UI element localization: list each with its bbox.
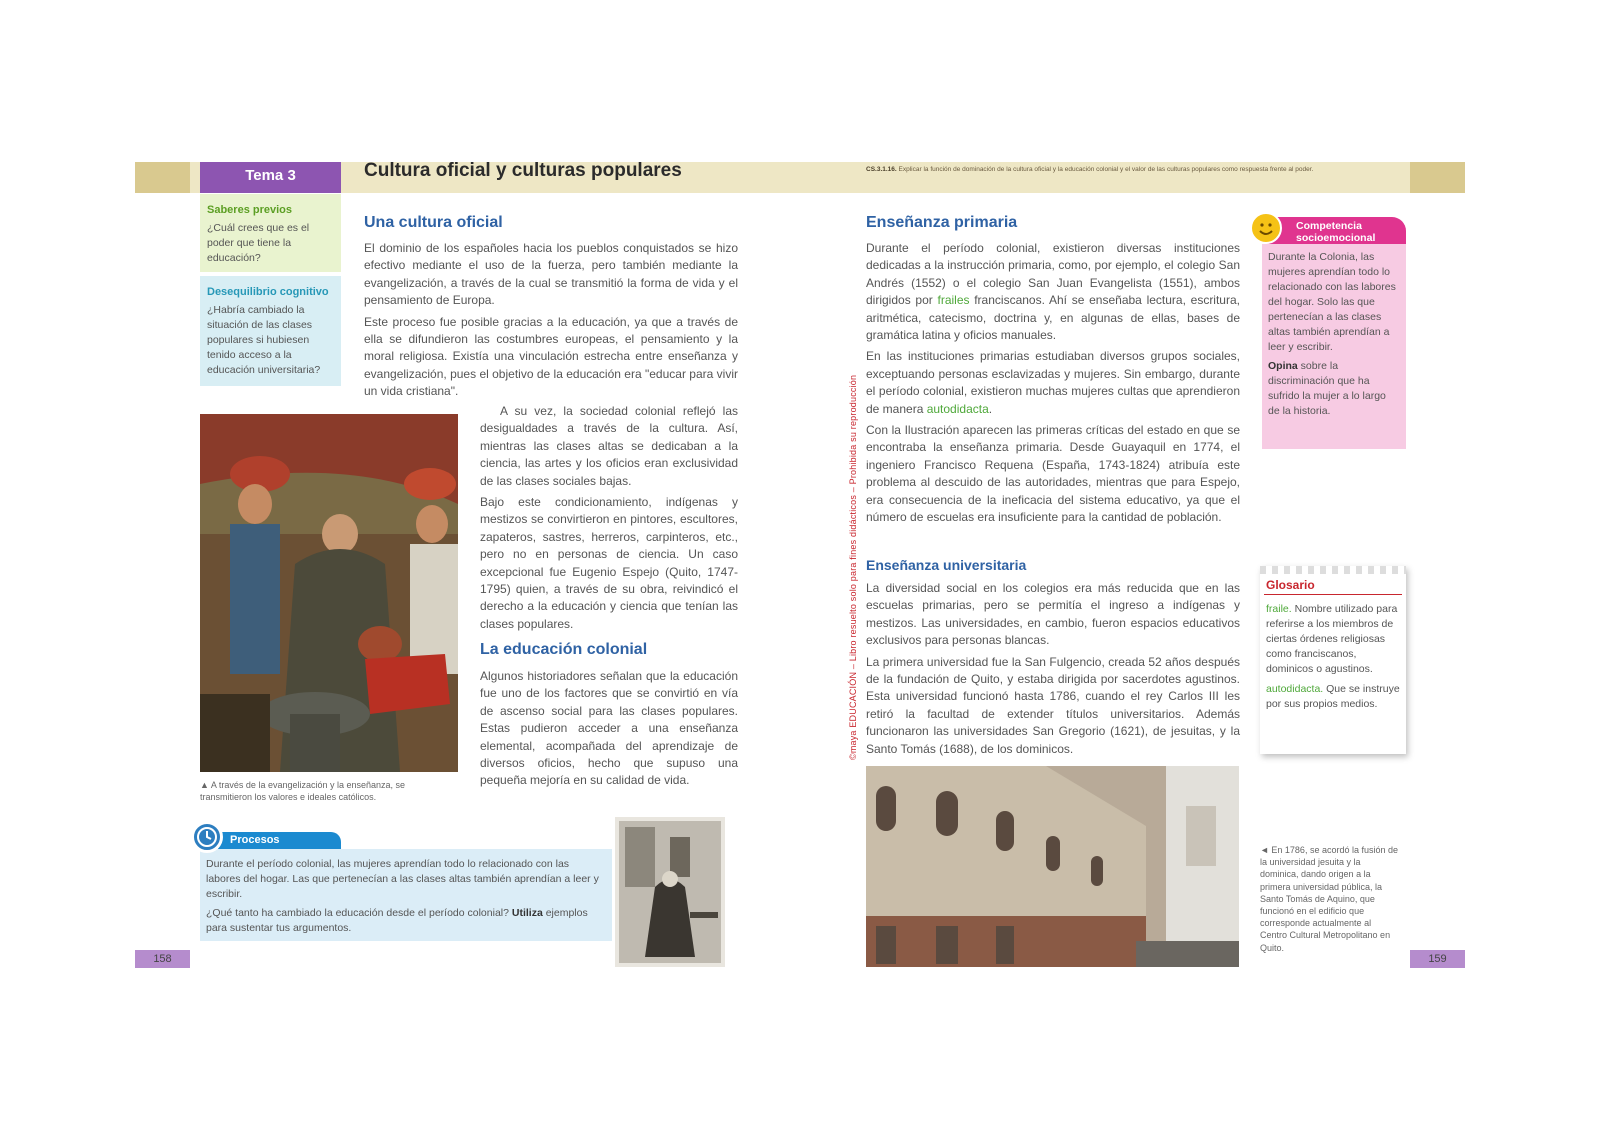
- copyright-vertical: ©maya EDUCACIÓN – Libro resuelto solo para fines didácticos – Prohibida su reproducción: [848, 374, 858, 760]
- saberes-previos-title: Saberes previos: [207, 204, 292, 216]
- engraving-image: [615, 817, 725, 967]
- text: .: [988, 401, 993, 416]
- procesos-text: Durante el período colonial, las mujeres aprendían todo lo relacionado con las labores del hogar. Las que pertenecían a las clases altas también aprendían a leer y escribir.: [206, 858, 599, 900]
- saberes-previos-text: ¿Cuál crees que es el poder que tiene la educación?: [207, 222, 310, 264]
- opina-text: sobre la discriminación que ha sufrido la mujer a lo largo de la historia.: [1268, 360, 1386, 417]
- glosario-entry-fraile: [1266, 602, 1402, 677]
- procesos-question-bold: Utiliza: [511, 907, 543, 919]
- glosario-term: autodidacta.: [1266, 683, 1324, 695]
- competencia-title: Competencia socioemocional: [1266, 217, 1406, 244]
- glosario-definition: Nombre utilizado para referirse a los miembros de ciertas órdenes religiosas como franciscanos, dominicos o agustinos.: [1266, 603, 1398, 675]
- competencia-opina: [1268, 359, 1400, 419]
- paragraph: La diversidad social en los colegios era más reducida que en las escuelas primarias, pero se permitía el ingreso a indígenas y mestizos. Las universidades, en cambio, fueron espacios educativos exclusivos para personas blancas.: [866, 581, 1240, 648]
- paragraph: Este proceso fue posible gracias a la educación, ya que a través de ella se difundieron las costumbres europeas, el pensamiento y la moral religiosa. Existía una vinculación estrecha entre enseñanza y evangelización, pues el objetivo de la educación era "educar para vivir un vida cristiana".: [364, 314, 738, 399]
- smiley-icon: [1250, 212, 1282, 244]
- text: franciscanos. Ahí se enseñaba lectura, escritura, aritmética, catecismo, doctrina y, en algunas de ellas, bases de gramática latina y oficios manuales.: [866, 293, 1240, 343]
- glosario-title: Glosario: [1266, 578, 1315, 592]
- heading-educacion-colonial: La educación colonial: [480, 641, 648, 658]
- paragraph: La primera universidad fue la San Fulgencio, creada 52 años después de la fundación de Quito, y estaba dirigida por sacerdotes agustinos. Esta universidad funcionó hasta 1786, cuando el rey Carlos III les retiró la facultad de extender títulos universitarios. Además funcionaron las universidades San Gregorio (1621), de jesuitas, y la Santo Tomás (1688), de los dominicos.: [866, 654, 1240, 756]
- paragraph: El dominio de los españoles hacia los pueblos conquistados se hizo efectivo mediante el uso de la fuerza, pero también mediante la evangelización, a través de la cual se transmitió la forma de vida y el pensamiento de Europa.: [364, 241, 738, 308]
- glossary-term: frailes: [937, 293, 970, 308]
- glosario-term: fraile.: [1266, 603, 1292, 615]
- paragraph: [866, 240, 1240, 344]
- paragraph: Bajo este condicionamiento, indígenas y mestizos se convirtieron en pintores, escultores, zapateros, sastres, herreros, carpinteros, etc., pero no en personas de ciencia. Un caso excepcional fue Eugenio Espejo (Quito, 1747-1795) quien, a través de su obra, reivindicó el derecho a la educación y ciencia que tenían las clases populares.: [480, 495, 738, 631]
- glosario-rings: [1260, 566, 1406, 574]
- painting-caption: ▲ A través de la evangelización y la enseñanza, se transmitieron los valores e ideales católicos.: [200, 780, 406, 802]
- code-text: Explicar la función de dominación de la cultura oficial y la educación colonial y el valor de las culturas populares como respuesta frente al poder.: [896, 166, 1314, 173]
- clock-icon: [191, 821, 223, 853]
- educacion-colonial-body: [480, 668, 738, 794]
- university-building-photo: [866, 766, 1239, 967]
- glossary-term: autodidacta: [926, 401, 989, 416]
- top-band-left-end: [135, 162, 190, 193]
- evangelization-painting: [200, 414, 458, 772]
- top-band-right-end: [1410, 162, 1465, 193]
- procesos-title: Procesos: [218, 832, 341, 849]
- heading-ensenanza-primaria: Enseñanza primaria: [866, 214, 1018, 231]
- universitaria-body: [866, 580, 1240, 762]
- cultura-oficial-body-2: [480, 403, 738, 637]
- building-caption: ◄ En 1786, se acordó la fusión de la universidad jesuita y la dominica, dando origen a la primera universidad pública, la Santo Tomás de Aquino, que funcionó en el edificio que corresponde actualmente al Centro Cultural Metropolitano en Quito.: [1260, 845, 1398, 953]
- glosario-box: [1260, 566, 1406, 754]
- curriculum-code: [866, 166, 1376, 173]
- tema-label: Tema 3: [200, 162, 341, 193]
- competencia-text: Durante la Colonia, las mujeres aprendían todo lo relacionado con las labores del hogar. Solo las que pertenecían a las clases altas también aprendían a leer y escribir.: [1268, 251, 1396, 353]
- page-number-right: 159: [1410, 950, 1465, 968]
- primaria-body: [866, 240, 1240, 531]
- paragraph: [866, 348, 1240, 418]
- desequilibrio-text: ¿Habría cambiado la situación de las clases populares si hubiesen tenido acceso a la educación universitaria?: [207, 304, 321, 376]
- procesos-box: [200, 849, 612, 941]
- paragraph: A su vez, la sociedad colonial reflejó las desigualdades a través de la cultura. Así, mientras las clases altas se dedicaban a la ciencia, las artes y los oficios eran exclusividad de las clases sociales bajas.: [480, 404, 738, 488]
- text: Durante el período colonial, existieron diversas instituciones dedicadas a la instrucción primaria, como, por ejemplo, el colegio San Andrés (1552) o el colegio San Juan Evangelista (1551), ambos dirigidos por: [866, 241, 1240, 308]
- procesos-question: [206, 906, 604, 936]
- desequilibrio-box: [200, 276, 341, 386]
- code-id: CS.3.1.16.: [866, 166, 897, 173]
- procesos-question-end: ejemplos para sustentar tus argumentos.: [206, 907, 588, 934]
- heading-cultura-oficial: Una cultura oficial: [364, 214, 503, 231]
- procesos-question-text: ¿Qué tanto ha cambiado la educación desde el período colonial?: [206, 907, 512, 919]
- page-number-left: 158: [135, 950, 190, 968]
- desequilibrio-title: Desequilibrio cognitivo: [207, 286, 329, 298]
- saberes-previos-box: [200, 194, 341, 272]
- text: En las instituciones primarias estudiaban diversos grupos sociales, exceptuando personas esclavizadas y mujeres. Sin embargo, durante el período colonial, existieron muchas mujeres cultas que aprendieron de manera: [866, 349, 1240, 416]
- competencia-box: [1262, 244, 1406, 449]
- paragraph: Algunos historiadores señalan que la educación fue uno de los factores que se convirtió en vía de ascenso social para las clases populares. Estas pudieron acceder a una enseñanza elemental, acompañada del aprendizaje de diversos oficios, hecho que supuso una pequeña mejoría en su calidad de vida.: [480, 669, 738, 788]
- cultura-oficial-body: [364, 240, 738, 405]
- page-title: Cultura oficial y culturas populares: [364, 160, 682, 181]
- glosario-divider: [1264, 594, 1402, 595]
- opina-bold: Opina: [1268, 360, 1298, 372]
- paragraph: Con la Ilustración aparecen las primeras críticas del estado en que se encontraba la enseñanza primaria. Desde Guayaquil en 1774, el ingeniero Francisco Requena (España, 1743-1824) atribuía este problema al descuido de las autoridades, mientras que para Espejo, era consecuencia de la ineficacia del sistema educativo, ya que el número de escuelas era insuficiente para la cantidad de población.: [866, 423, 1240, 525]
- heading-ensenanza-universitaria: Enseñanza universitaria: [866, 557, 1027, 573]
- glosario-entry-autodidacta: [1266, 682, 1402, 712]
- glosario-definition: Que se instruye por sus propios medios.: [1266, 683, 1400, 710]
